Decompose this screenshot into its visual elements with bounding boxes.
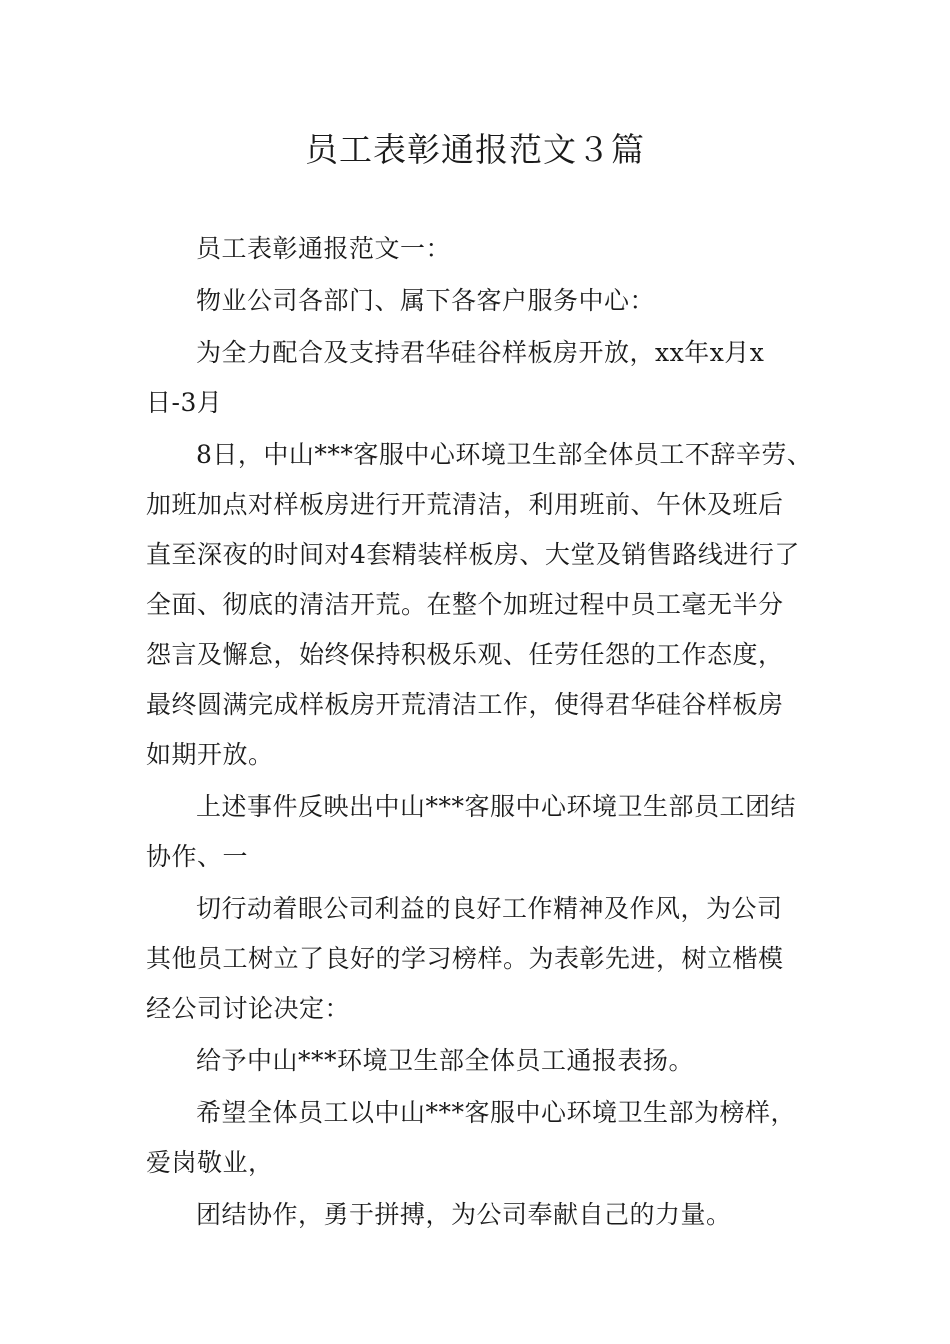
paragraph-line: 经公司讨论决定：: [146, 994, 351, 1023]
paragraph-line: 给予中山***环境卫生部全体员工通报表扬。: [196, 1046, 695, 1075]
paragraph-line: 希望全体员工以中山***客服中心环境卫生部为榜样，: [196, 1098, 797, 1127]
paragraph-line: 切行动着眼公司利益的良好工作精神及作风，为公司: [196, 894, 783, 923]
paragraph-line: 8日，中山***客服中心环境卫生部全体员工不辞辛劳、: [196, 440, 813, 469]
paragraph-line: 上述事件反映出中山***客服中心环境卫生部员工团结: [196, 792, 797, 821]
paragraph-line: 爱岗敬业，: [146, 1148, 274, 1177]
paragraph-line: 其他员工树立了良好的学习榜样。为表彰先进，树立楷模: [146, 944, 784, 973]
heading-line: 员工表彰通报范文一：: [196, 234, 452, 263]
paragraph-line: 为全力配合及支持君华硅谷样板房开放，xx年x月x: [196, 338, 765, 367]
document-body: [146, 224, 816, 1240]
paragraph-line: 全面、彻底的清洁开荒。在整个加班过程中员工毫无半分: [146, 590, 784, 619]
paragraph-line: 最终圆满完成样板房开荒清洁工作，使得君华硅谷样板房: [146, 690, 784, 719]
paragraph-line: 如期开放。: [146, 740, 274, 769]
document-title: 员工表彰通报范文３篇: [305, 130, 645, 169]
paragraph-line: 日-3月: [146, 388, 223, 417]
paragraph-line: 怨言及懈怠，始终保持积极乐观、任劳任怨的工作态度，: [146, 640, 784, 669]
salutation-line: 物业公司各部门、属下各客户服务中心：: [196, 286, 656, 315]
paragraph-line: 协作、一: [146, 842, 249, 871]
paragraph-line: 加班加点对样板房进行开荒清洁，利用班前、午休及班后: [146, 490, 784, 519]
paragraph-line: 直至深夜的时间对4套精装样板房、大堂及销售路线进行了: [146, 540, 800, 569]
paragraph-line: 团结协作，勇于拼搏，为公司奉献自己的力量。: [196, 1200, 732, 1229]
